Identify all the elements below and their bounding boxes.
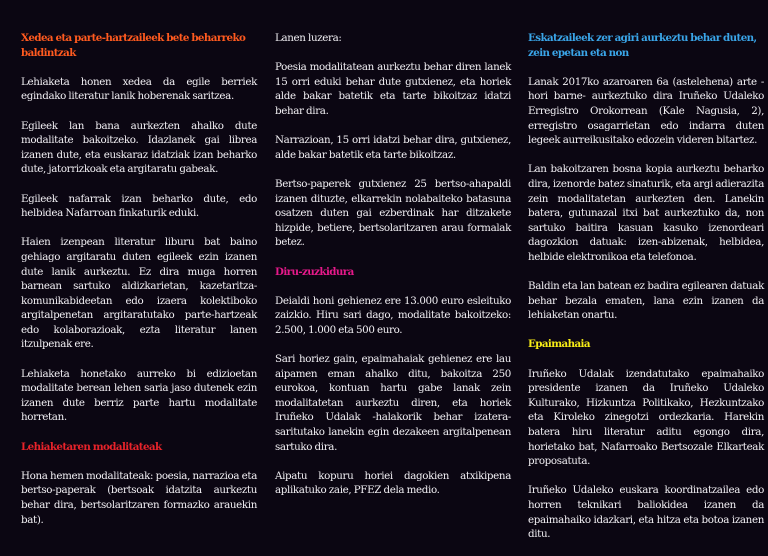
column-1	[21, 31, 257, 542]
paragraph: Lanak 2017ko azaroaren 6a (astelehena) arte -hori barne- aurkeztuko dira Iruñeko Udaleko Erregistro Orokorrean (Kale Nagusia, 2), erregistro osagarrietan edo indarra duten legeek aurreikusitako edozein videren bitartez.	[528, 75, 764, 147]
column-3	[528, 31, 764, 556]
paragraph: Lan bakoitzaren bosna kopia aurkeztu beharko dira, izenorde batez sinaturik, eta argi adierazita zein modalitatetan aurkezten den. Lanekin batera, gutunazal itxi bat aurkeztuko da, non sartuko baitira kasuan kasuko izenordeari dagozkion datuak: izen-abizenak, helbidea, helbide elektronikoa eta telefonoa.	[528, 163, 764, 263]
paragraph: Iruñeko Udaleko euskara koordinatzailea edo horren teknikari baliokidea izanen da epaimahaiko idazkari, eta hitza eta botoa izanen ditu.	[528, 484, 764, 541]
column-2	[275, 31, 511, 513]
heading-submission: Eskatzaileek zer agiri aurkeztu behar duten, zein epetan eta non	[528, 32, 757, 59]
paragraph: Bertso-paperek gutxienez 25 bertso-ahapaldi izanen dituzte, elkarrekin nolabaiteko batasuna osatzen duten gai ezberdinak har ditzakete hizpide, betiere, bertsolaritzaren arau formalak betez.	[275, 177, 511, 249]
paragraph: Baldin eta lan batean ez badira egilearen datuak behar bezala ematen, lana ezin izanen da lehiaketan onartu.	[528, 280, 764, 322]
paragraph: Egileek lan bana aurkezten ahalko dute modalitate bakoitzeko. Idazlanek gai librea izanen dute, eta euskaraz idatziak izan beharko dute, jatorrizkoak eta argitaratu gabeak.	[21, 119, 257, 176]
paragraph: Narrazioan, 15 orri idatzi behar dira, gutxienez, alde bakar batetik eta tarte bikoitzaz.	[275, 134, 511, 161]
paragraph: Poesia modalitatean aurkeztu behar diren lanek 15 orri eduki behar dute gutxienez, eta horiek alde bakar batetik eta tarte bikoitzaz idatzi behar dira.	[275, 61, 511, 117]
heading-modalities: Lehiaketaren modalitateak	[21, 440, 162, 453]
paragraph: Aipatu kopuru horiei dagokien atxikipena aplikatuko zaie, PFEZ dela medio.	[275, 469, 511, 497]
paragraph: Iruñeko Udalak izendatutako epaimahaiko presidente izanen da Iruñeko Udaleko Kulturako, Hizkuntza Politikako, Hezkuntzako eta Kiroleko zinegotzi ordezkaria. Harekin batera hiru literatur aditu egongo dira, horietako bat, Nafarroako Bertsozale Elkarteak proposatuta.	[528, 367, 764, 468]
paragraph-label: Lanen luzera:	[275, 32, 342, 44]
paragraph: Hona hemen modalitateak: poesia, narrazioa eta bertso-paperak (bertsoak idatzita aurkeztu behar dira, bertsolaritzaren formazko arauekin bat).	[21, 469, 257, 526]
paragraph: Egileek nafarrak izan beharko dute, edo helbidea Nafarroan finkaturik eduki.	[21, 192, 257, 220]
heading-jury: Epaimahaia	[528, 338, 590, 351]
paragraph: Lehiaketa honen xedea da egile berriek egindako literatur lanik hoberenak saritzea.	[21, 75, 257, 103]
paragraph: Deialdi honi gehienez ere 13.000 euro esleituko zaizkio. Hiru sari dago, modalitate bakoitzeko: 2.500, 1.000 eta 500 euro.	[275, 294, 511, 336]
paragraph: Lehiaketa honetako aurreko bi edizioetan modalitate berean lehen saria jaso dutenek ezin izanen dute berriz parte hartu modalitate horretan.	[21, 367, 257, 424]
paragraph: Sari horiez gain, epaimahaiak gehienez ere lau aipamen eman ahalko ditu, bakoitza 250 eurokoa, kontuan hartu gabe lanak zein modalitatetan aurkeztu diren, eta horiek Iruñeko Udalak -halakorik behar izatera- saritutako lanekin egin dezakeen argitalpenean sartuko dira.	[275, 353, 511, 453]
paragraph: Haien izenpean literatur liburu bat baino gehiago argitaratu duten egileek ezin izanen dute lanik aurkeztu. Ez dira muga horren barnean sartuko aldizkarietan, kazetaritza-komunikabideetan edo izaera kolektiboko argitalpenetan argitaratutako parte-hartzeak edo kolaborazioak, ezta literatur lanen itzulpenak ere.	[21, 236, 257, 351]
heading-prizes: Diru-zuzkidura	[275, 265, 354, 278]
heading-requirements: Xedea eta parte-hartzaileek bete beharreko baldintzak	[21, 32, 246, 59]
